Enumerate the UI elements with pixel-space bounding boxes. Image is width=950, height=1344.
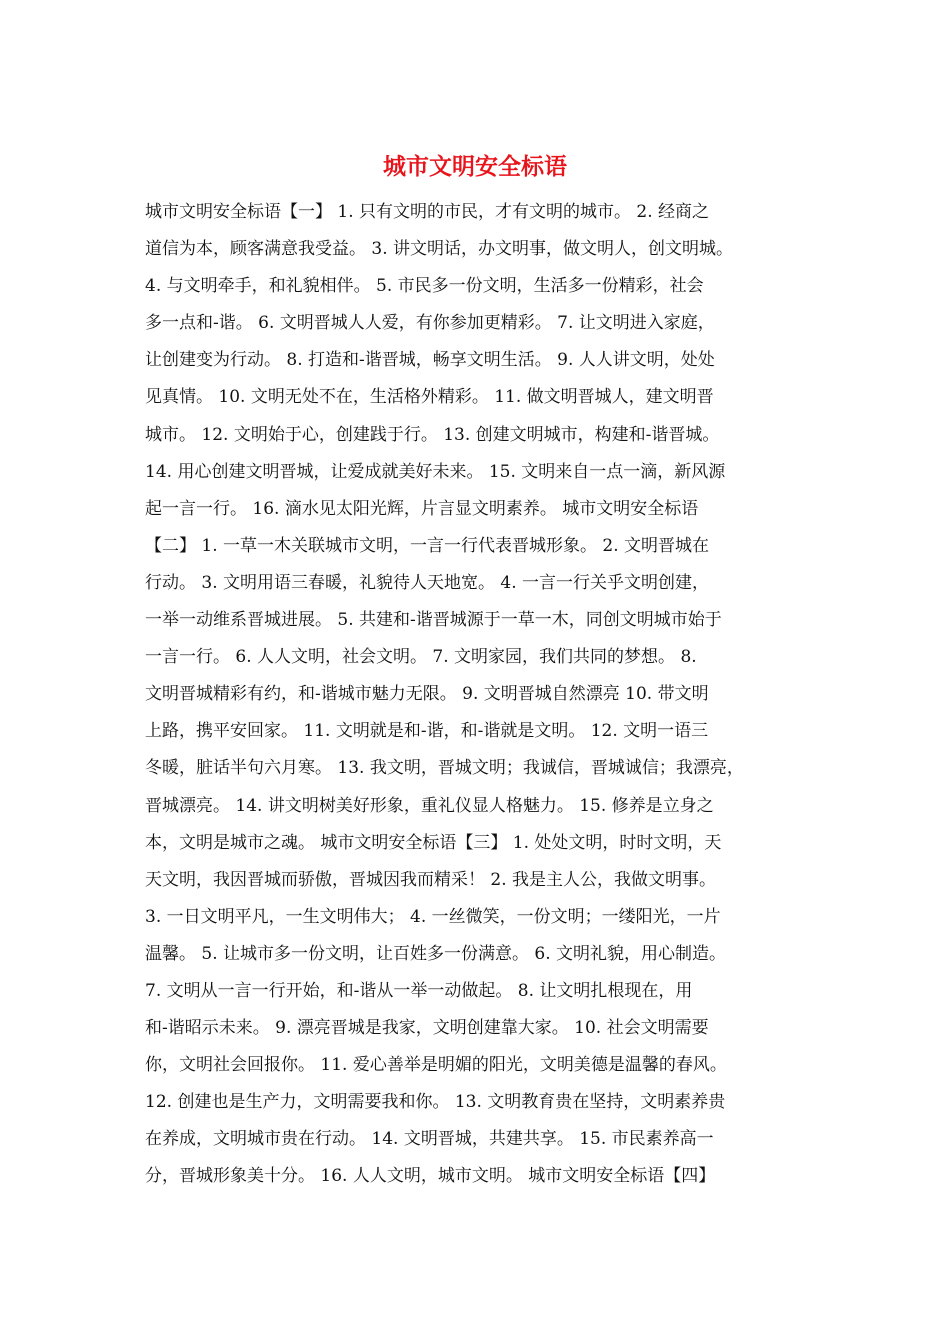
text-line: 本，文明是城市之魂。 城市文明安全标语【三】 1. 处处文明，时时文明，天	[145, 832, 722, 853]
text-line: 见真情。 10. 文明无处不在，生活格外精彩。 11. 做文明晋城人，建文明晋	[145, 387, 714, 408]
text-line: 温馨。 5. 让城市多一份文明，让百姓多一份满意。 6. 文明礼貌，用心制造。	[145, 943, 727, 964]
text-line: 起一言一行。 16. 滴水见太阳光辉，片言显文明素养。 城市文明安全标语	[145, 498, 699, 519]
text-line: 【二】 1. 一草一木关联城市文明，一言一行代表晋城形象。 2. 文明晋城在	[145, 535, 710, 556]
text-line: 天文明，我因晋城而骄傲，晋城因我而精采！ 2. 我是主人公，我做文明事。	[145, 869, 717, 890]
text-line: 7. 文明从一言一行开始，和-谐从一举一动做起。 8. 让文明扎根现在，用	[145, 980, 693, 1001]
text-line: 文明晋城精彩有约，和-谐城市魅力无限。 9. 文明晋城自然漂亮 10. 带文明	[145, 684, 709, 705]
text-line: 多一点和-谐。 6. 文明晋城人人爱，有你参加更精彩。 7. 让文明进入家庭，	[145, 313, 715, 334]
text-line: 道信为本，顾客满意我受益。 3. 讲文明话，办文明事，做文明人，创文明城。	[145, 239, 734, 260]
text-line: 3. 一日文明平凡，一生文明伟大； 4. 一丝微笑，一份文明；一缕阳光，一片	[145, 906, 721, 927]
text-line: 让创建变为行动。 8. 打造和-谐晋城，畅享文明生活。 9. 人人讲文明，处处	[145, 350, 715, 371]
text-line: 晋城漂亮。 14. 讲文明树美好形象，重礼仪显人格魅力。 15. 修养是立身之	[145, 795, 714, 816]
document-body	[145, 194, 825, 1196]
text-line: 行动。 3. 文明用语三春暖，礼貌待人天地宽。 4. 一言一行关乎文明创建，	[145, 572, 710, 593]
text-line: 城市文明安全标语【一】 1. 只有文明的市民，才有文明的城市。 2. 经商之	[145, 202, 710, 222]
text-line: 城市。 12. 文明始于心，创建践于行。 13. 创建文明城市，构建和-谐晋城。	[145, 424, 720, 445]
text-line: 和-谐昭示未来。 9. 漂亮晋城是我家，文明创建靠大家。 10. 社会文明需要	[145, 1018, 709, 1039]
text-line: 你，文明社会回报你。 11. 爱心善举是明媚的阳光，文明美德是温馨的春风。	[145, 1055, 727, 1076]
text-line: 分，晋城形象美十分。 16. 人人文明，城市文明。 城市文明安全标语【四】	[145, 1166, 716, 1187]
text-line: 在养成，文明城市贵在行动。 14. 文明晋城，共建共享。 15. 市民素养高一	[145, 1129, 714, 1150]
text-line: 一举一动维系晋城进展。 5. 共建和-谐晋城源于一草一木，同创文明城市始于	[145, 610, 722, 631]
text-line: 14. 用心创建文明晋城，让爱成就美好未来。 15. 文明来自一点一滴，新风源	[145, 461, 726, 482]
text-line: 12. 创建也是生产力，文明需要我和你。 13. 文明教育贵在坚持，文明素养贵	[145, 1092, 726, 1113]
text-line: 冬暖，脏话半句六月寒。 13. 我文明，晋城文明；我诚信，晋城诚信；我漂亮，	[145, 758, 744, 779]
text-line: 4. 与文明牵手，和礼貌相伴。 5. 市民多一份文明，生活多一份精彩，社会	[145, 276, 704, 297]
text-line: 一言一行。 6. 人人文明，社会文明。 7. 文明家园，我们共同的梦想。 8.	[145, 647, 697, 668]
document-title: 城市文明安全标语	[383, 153, 567, 180]
text-line: 上路，携平安回家。 11. 文明就是和-谐，和-谐就是文明。 12. 文明一语三	[145, 721, 709, 742]
